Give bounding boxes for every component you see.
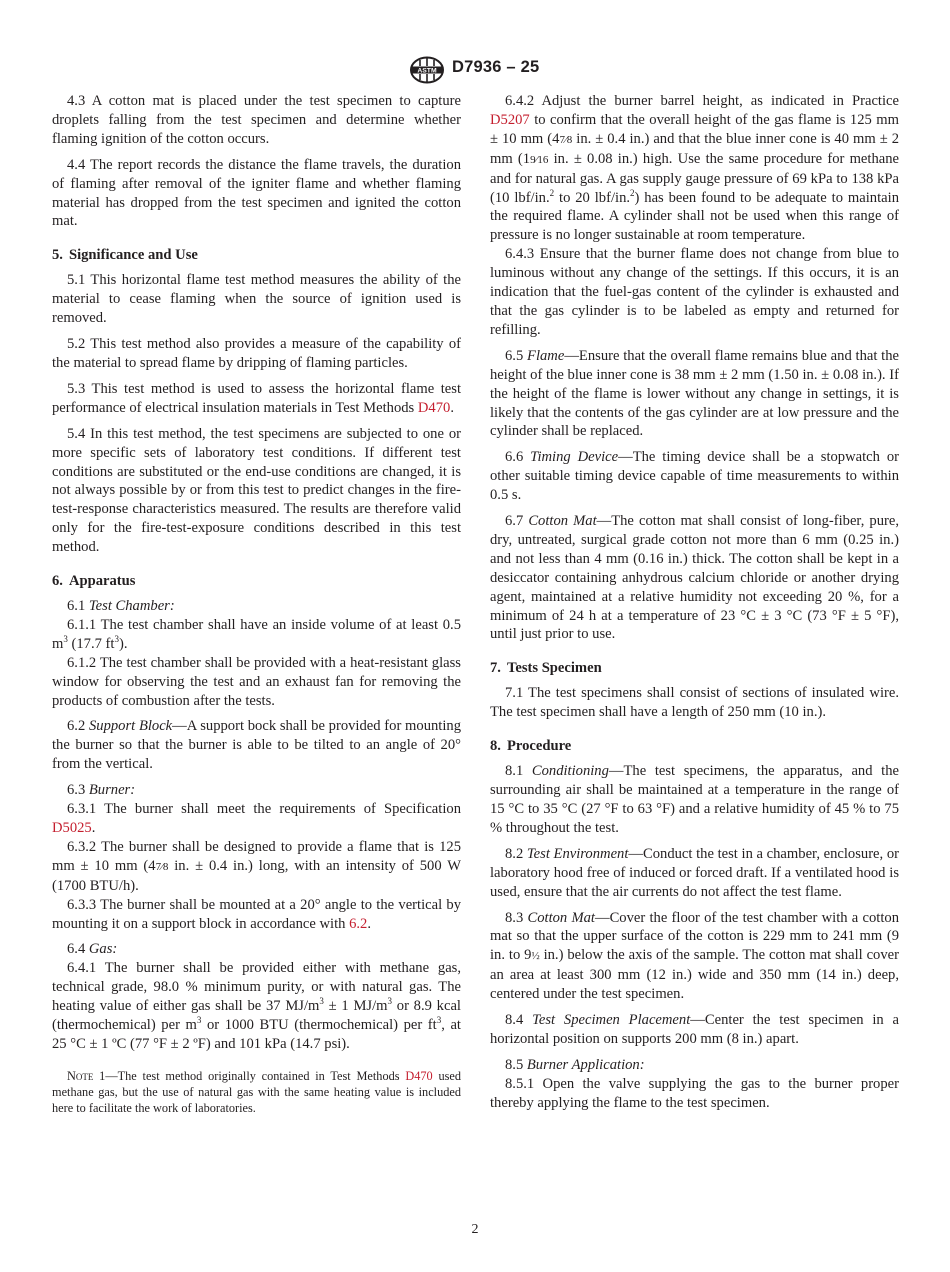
paragraph-6-3-2: 6.3.2 The burner shall be designed to provide a flame that is 125 mm ± 10 mm (47⁄8 in. ± 0.4 in.) long, with an intensity of 500 W (1700 BTU/h). xyxy=(52,838,461,894)
paragraph-6-4-2: 6.4.2 Adjust the burner barrel height, as indicated in Practice D5207 to confirm that the overall height of the gas flame is 125 mm ± 10 mm (47⁄8 in. ± 0.4 in.) and that the blue inner cone is 40 mm ± 2 mm (19⁄16 in. ± 0.08 in.) high. Use the same procedure for methane and for natural gas. A gas supply gauge pressure of 69 kPa to 138 kPa (10 lbf/in.$^2$ to 20 lbf/in.$^2$) has been found to be adequate to maintain the required flame. A cylinder shall not be used when this range of pressure is no longer sustainable at room temperature. xyxy=(490,93,899,244)
link-d5025[interactable]: D5025 xyxy=(52,820,92,836)
right-column xyxy=(490,92,899,1120)
paragraph-6-2: 6.2 Support Block—A support bock shall be provided for mounting the burner so that the burner is able to be tilted to an angle of 20° from the vertical. xyxy=(52,718,461,773)
link-note-d470[interactable]: D470 xyxy=(405,1068,433,1083)
paragraph-6-7: 6.7 Cotton Mat—The cotton mat shall consist of long-fiber, pure, dry, untreated, surgical grade cotton not more than 6 mm (0.25 in.) and not less than 4 mm (0.16 in.) thick. The cotton shall be kept in a desiccator containing anhydrous calcium chloride or another drying agent, maintained at a relative humidity not exceeding 20 %, for a minimum of 24 h at a temperature of 23 °C ± 3 °C (73 °F ± 5 °F), until just prior to use. xyxy=(490,513,899,643)
section-5-heading: 5. Significance and Use xyxy=(52,247,198,264)
paragraph-5-1: 5.1 This horizontal flame test method measures the ability of the material to cease flaming when the source of ignition used is removed. xyxy=(52,272,461,327)
paragraph-6-6: 6.6 Timing Device—The timing device shall be a stopwatch or other suitable timing device capable of time measurements to within 0.5 s. xyxy=(490,449,899,504)
paragraph-5-4: 5.4 In this test method, the test specimens are subjected to one or more specific sets of laboratory test conditions. If different test conditions are substituted or the end-use conditions are changed, it is not always possible by or from this test to predict changes in the fire-test-response characteristics measured. The results are therefore valid only for the fire-test-exposure conditions described in this test method. xyxy=(52,425,461,556)
paragraph-8-2: 8.2 Test Environment—Conduct the test in a chamber, enclosure, or laboratory hood free of induced or forced draft. If a ventilated hood is used, ensure that the air currents do not affect the test flame. xyxy=(490,845,899,900)
paragraph-8-1: 8.1 Conditioning—The test specimens, the apparatus, and the surrounding air shall be maintained at a temperature in the range of 15 °C to 35 °C (27 °F to 63 °F) and a relative humidity of 45 % to 75 % throughout the test. xyxy=(490,763,899,836)
paragraph-6-4-3: 6.4.3 Ensure that the burner flame does not change from blue to luminous without any change of the settings. If this occurs, it is an indication that the fuel-gas content of the cylinder is exhausted and that the gas cylinder is to be labeled as empty and returned for refilling. xyxy=(490,246,899,338)
paragraph-6-5: 6.5 Flame—Ensure that the overall flame remains blue and that the height of the blue inner cone is 38 mm ± 2 mm (1.50 in. ± 0.08 in.). If the height of the flame is lower without any change in settings, it is likely that the contents of the gas cylinder are at low pressure and the cylinder shall be replaced. xyxy=(490,347,900,440)
link-d5207[interactable]: D5207 xyxy=(490,111,530,128)
paragraph-5-3: 5.3 This test method is used to assess the horizontal flame test performance of electrical insulation materials in Test Methods D470. xyxy=(52,380,461,416)
section-6-heading: 6. Apparatus xyxy=(52,573,136,590)
paragraph-6-3: 6.3 Burner: xyxy=(67,782,136,799)
page-header xyxy=(0,56,950,84)
paragraph-6-4: 6.4 Gas: xyxy=(67,941,118,958)
paragraph-8-5: 8.5 Burner Application: xyxy=(505,1056,645,1073)
astm-logo-icon xyxy=(409,56,445,84)
paragraph-8-3: 8.3 Cotton Mat—Cover the floor of the test chamber with a cotton mat so that the upper surface of the cotton is 229 mm to 241 mm (9 in. to 9½ in.) below the axis of the sample. The cotton mat shall cover an area at least 300 mm (12 in.) wide and 350 mm (14 in.) deep, centered under the test specimen. xyxy=(490,909,899,1003)
section-7-heading: 7. Tests Specimen xyxy=(490,660,602,677)
link-6-2[interactable]: 6.2 xyxy=(349,915,368,932)
section-8-heading: 8. Procedure xyxy=(490,738,572,755)
paragraph-7-1: 7.1 The test specimens shall consist of sections of insulated wire. The test specimen shall have a length of 250 mm (10 in.). xyxy=(490,685,899,721)
paragraph-6-1: 6.1 Test Chamber: xyxy=(67,598,175,615)
paragraph-6-1-2: 6.1.2 The test chamber shall be provided with a heat-resistant glass window for observing the test and an exhaust fan for removing the products of combustion after the tests. xyxy=(52,654,461,709)
paragraph-6-1-1: 6.1.1 The test chamber shall have an inside volume of at least 0.5 $m^3$ (17.7 $ft^3$). xyxy=(52,616,461,652)
paragraph-5-2: 5.2 This test method also provides a measure of the capability of the material to spread flame by dripping of flaming particles. xyxy=(52,336,461,371)
paragraph-4-3: 4.3 A cotton mat is placed under the test specimen to capture droplets falling from the test specimen and determine whether flaming ignition of the cotton occurs. xyxy=(52,93,461,147)
paragraph-6-4-1: 6.4.1 The burner shall be provided either with methane gas, technical grade, 98.0 % minimum purity, or with natural gas. The heating value of either gas shall be 37 $MJ/m^3 \pm 1$ $MJ/m^3$ or 8.9 kcal (thermochemical) per $m^3$ or 1000 BTU (thermochemical) per $ft^3$, at 25 °C ± 1 ºC (77 °F ± 2 ºF) and 101 kPa (14.7 psi). xyxy=(52,960,461,1052)
link-d470[interactable]: D470 xyxy=(417,399,451,416)
page-number: 2 xyxy=(471,1222,479,1237)
standard-designation: D7936 – 25 xyxy=(452,58,540,76)
paragraph-6-3-1: 6.3.1 The burner shall meet the requirements of Specification D5025. xyxy=(52,801,461,836)
paragraph-6-3-3: 6.3.3 The burner shall be mounted at a 20° angle to the vertical by mounting it on a support block in accordance with 6.2. xyxy=(52,896,461,932)
svg-text:ASTM: ASTM xyxy=(417,67,437,75)
left-column xyxy=(52,92,461,1123)
note-1: Note 1—The test method originally contained in Test Methods D470 used methane gas, but the use of natural gas with the same heating value is included here to facilitate the work of laboratories. xyxy=(52,1068,462,1115)
paragraph-4-4: 4.4 The report records the distance the flame travels, the duration of flaming after removal of the igniter flame and whether flaming material has dropped from the test specimen and ignited the cotton mat. xyxy=(52,156,461,230)
paragraph-8-5-1: 8.5.1 Open the valve supplying the gas to the burner proper thereby applying the flame to the test specimen. xyxy=(490,1075,899,1111)
paragraph-8-4: 8.4 Test Specimen Placement—Center the test specimen in a horizontal position on supports 200 mm (8 in.) apart. xyxy=(490,1012,900,1047)
